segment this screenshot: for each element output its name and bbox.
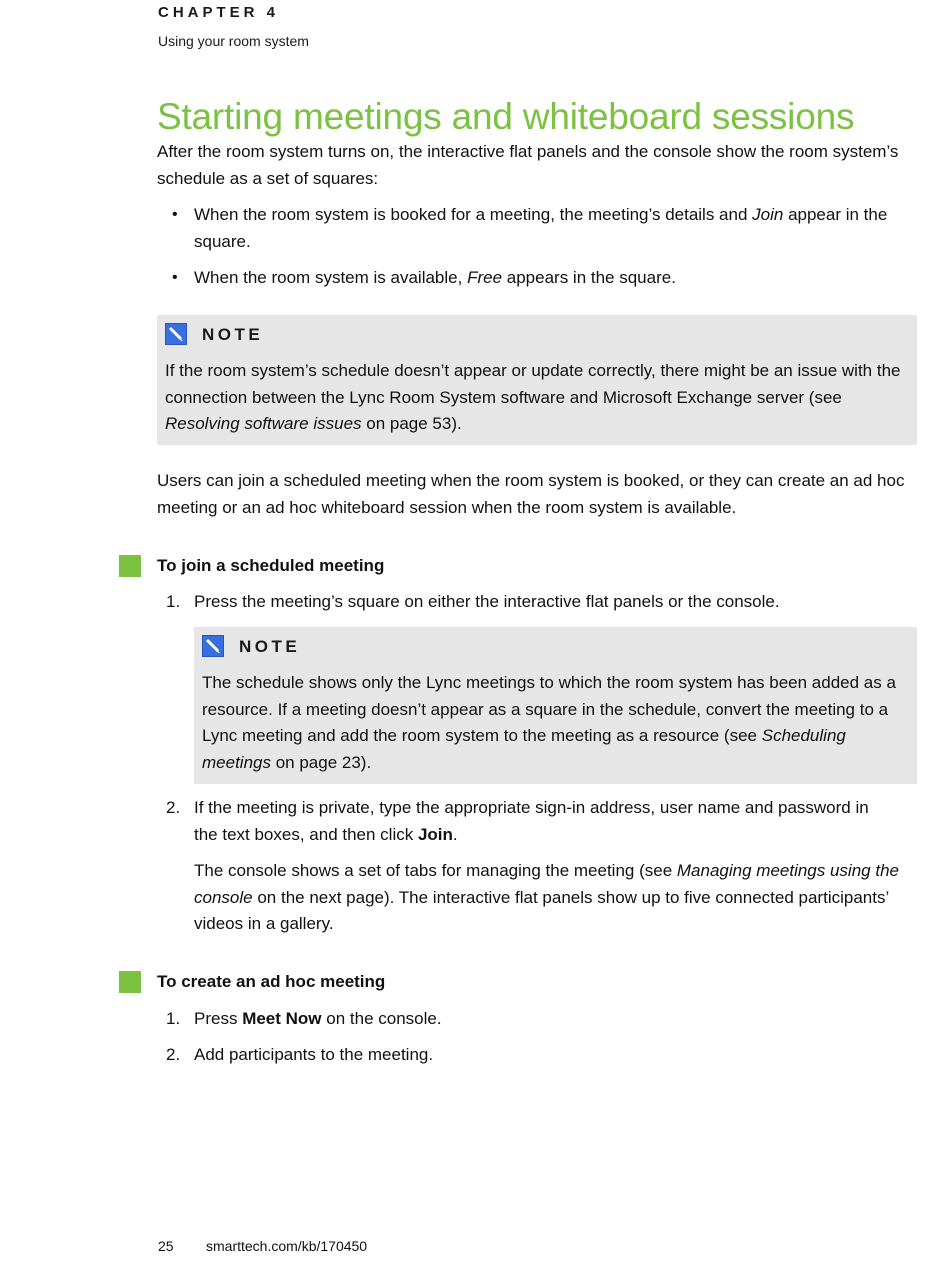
step-text-start: If the meeting is private, type the appropriate sign-in address, user name and password in the text boxes, and then click: [194, 798, 869, 844]
note-text-start: If the room system’s schedule doesn’t appear or update correctly, there might be an issue with the connection between the Lync Room System software and Microsoft Exchange server (see: [165, 361, 901, 407]
step-number: 2.: [166, 798, 181, 817]
cross-reference-link[interactable]: Scheduling meetings: [202, 726, 846, 772]
list-item: [172, 202, 917, 255]
note-text-start: The schedule shows only the Lync meetings to which the room system has been added as a resource. If a meeting doesn’t appear as a square in the schedule, convert the meeting to a Lync meeting and add the room system to the meeting as a resource (see: [202, 673, 896, 745]
step-item: [166, 589, 916, 616]
bullet-emphasis: Join: [752, 205, 784, 224]
procedure-title: To create an ad hoc meeting: [157, 972, 386, 991]
note-text: [202, 670, 907, 776]
step-number: 1.: [166, 1009, 181, 1028]
page-title: Starting meetings and whiteboard sessions: [157, 96, 855, 137]
chapter-title: Using your room system: [158, 33, 309, 49]
page-number: 25: [158, 1238, 174, 1254]
procedure-title: To join a scheduled meeting: [157, 556, 385, 575]
note-box: [157, 315, 917, 445]
cross-reference-link[interactable]: Managing meetings using the console: [194, 861, 899, 907]
note-text-end: on page 53).: [361, 414, 462, 433]
step-text-end: on the console.: [321, 1009, 442, 1028]
step-text-start: Press: [194, 1009, 243, 1028]
pencil-note-icon: [165, 323, 187, 345]
bullet-text: When the room system is available,: [194, 268, 468, 287]
body-paragraph: Users can join a scheduled meeting when the room system is booked, or they can create an ad hoc meeting or an ad hoc whiteboard session when the room system is available.: [157, 471, 905, 517]
chapter-label: CHAPTER 4: [158, 4, 280, 21]
step-text: [194, 1006, 914, 1033]
bullet-text: appear in the square.: [194, 205, 888, 251]
note-label: NOTE: [239, 637, 301, 656]
note-text: [165, 358, 910, 438]
step-text: Press the meeting’s square on either the interactive flat panels or the console.: [194, 592, 780, 611]
step-item: [166, 1006, 916, 1033]
step-text: [194, 795, 894, 848]
result-text-end: on the next page). The interactive flat panels show up to five connected participants’ videos in a gallery.: [194, 887, 889, 933]
ui-term: Meet Now: [242, 1009, 322, 1028]
bullet-emphasis: Free: [467, 268, 503, 287]
pencil-note-icon: [202, 635, 224, 657]
step-number: 1.: [166, 592, 181, 611]
bullet-dot: •: [172, 269, 178, 286]
cross-reference-link[interactable]: Resolving software issues: [165, 414, 362, 433]
step-item: [166, 1042, 916, 1069]
step-text: Add participants to the meeting.: [194, 1045, 434, 1064]
note-box: [194, 627, 917, 784]
bullet-list: [172, 202, 917, 302]
list-item: [172, 265, 917, 292]
step-number: 2.: [166, 1045, 181, 1064]
bullet-text: appears in the square.: [502, 268, 676, 287]
footer-url[interactable]: smarttech.com/kb/170450: [206, 1238, 368, 1254]
green-square-icon: [119, 971, 141, 993]
note-text-end: on page 23).: [270, 752, 372, 772]
step-result: [194, 858, 916, 938]
step-text-end: .: [452, 824, 458, 844]
result-text-start: The console shows a set of tabs for managing the meeting (see: [194, 861, 677, 880]
bullet-text: When the room system is booked for a meeting, the meeting’s details and: [194, 205, 753, 224]
intro-paragraph: After the room system turns on, the interactive flat panels and the console show the room system’s schedule as a set of squares:: [157, 142, 899, 188]
step-item: [166, 795, 916, 850]
bullet-dot: •: [172, 206, 178, 223]
ui-term: Join: [417, 824, 453, 844]
green-square-icon: [119, 555, 141, 577]
note-label: NOTE: [202, 325, 264, 344]
